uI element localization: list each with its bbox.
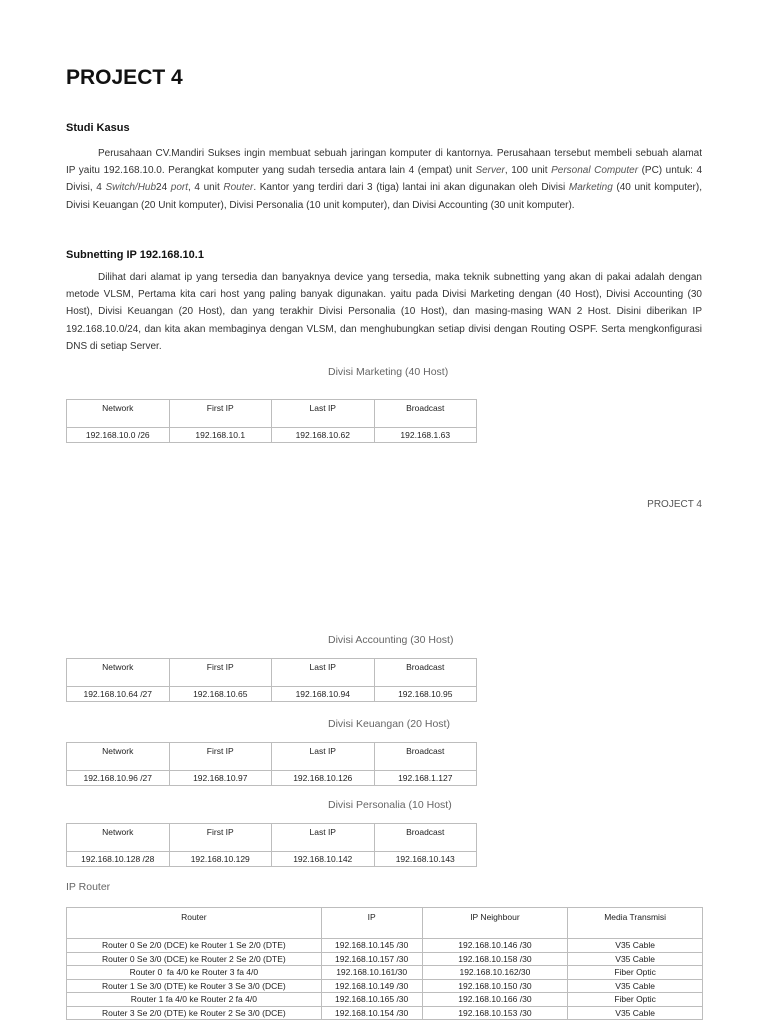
cell-first-ip: 192.168.10.129 <box>169 852 272 867</box>
subnetting-heading: Subnetting IP 192.168.10.1 <box>66 249 204 261</box>
table-row <box>67 966 703 980</box>
header-first-ip: First IP <box>169 743 272 771</box>
header-first-ip: First IP <box>169 400 272 428</box>
header-broadcast: Broadcast <box>374 400 477 428</box>
personalia-caption: Divisi Personalia (10 Host) <box>328 799 452 811</box>
table-row <box>67 1006 703 1020</box>
cell-ip: 192.168.10.145 /30 <box>321 939 422 953</box>
table-row <box>67 979 703 993</box>
cell-router: Router 1 fa 4/0 ke Router 2 fa 4/0 <box>67 993 322 1007</box>
text-run: 24 <box>156 182 171 194</box>
cell-router: Router 1 Se 3/0 (DTE) ke Router 3 Se 3/0 (DCE) <box>67 979 322 993</box>
header-network: Network <box>67 400 170 428</box>
cell-router: Router 0 fa 4/0 ke Router 3 fa 4/0 <box>67 966 322 980</box>
cell-media: V35 Cable <box>568 979 703 993</box>
text-run-italic: Switch/Hub <box>105 182 157 194</box>
cell-network: 192.168.10.0 /26 <box>67 428 170 443</box>
keuangan-table <box>66 742 477 786</box>
cell-ip-neighbour: 192.168.10.153 /30 <box>422 1006 568 1020</box>
cell-router: Router 0 Se 2/0 (DCE) ke Router 1 Se 2/0 (DTE) <box>67 939 322 953</box>
cell-ip-neighbour: 192.168.10.150 /30 <box>422 979 568 993</box>
header-network: Network <box>67 743 170 771</box>
text-run: . Kantor yang terdiri dari 3 (tiga) lantai ini akan digunakan oleh Divisi <box>253 182 569 194</box>
cell-broadcast: 192.168.10.95 <box>374 687 477 702</box>
marketing-table <box>66 399 477 443</box>
cell-media: V35 Cable <box>568 952 703 966</box>
header-last-ip: Last IP <box>272 824 375 852</box>
marketing-caption: Divisi Marketing (40 Host) <box>328 366 449 378</box>
cell-first-ip: 192.168.10.1 <box>169 428 272 443</box>
text-run-italic: Personal Computer <box>551 165 639 177</box>
cell-last-ip: 192.168.10.94 <box>272 687 375 702</box>
header-last-ip: Last IP <box>272 400 375 428</box>
cell-first-ip: 192.168.10.65 <box>169 687 272 702</box>
studi-kasus-heading: Studi Kasus <box>66 122 130 134</box>
header-last-ip: Last IP <box>272 743 375 771</box>
cell-media: Fiber Optic <box>568 993 703 1007</box>
subnetting-paragraph <box>66 269 702 355</box>
cell-ip-neighbour: 192.168.10.166 /30 <box>422 993 568 1007</box>
cell-router: Router 3 Se 2/0 (DTE) ke Router 2 Se 3/0 (DCE) <box>67 1006 322 1020</box>
cell-ip: 192.168.10.149 /30 <box>321 979 422 993</box>
keuangan-caption: Divisi Keuangan (20 Host) <box>328 718 450 730</box>
cell-last-ip: 192.168.10.142 <box>272 852 375 867</box>
accounting-table <box>66 658 477 702</box>
page-footer-label: PROJECT 4 <box>647 499 702 510</box>
cell-network: 192.168.10.64 /27 <box>67 687 170 702</box>
text-run: Perusahaan CV.Mandiri Sukses ingin membuat sebuah jaringan komputer di kantornya. Perusahaan tersebut membeli sebuah alamat IP yaitu 192.168.10.0. Perangkat komputer yang sudah tersedia antara lain 4 (empat) unit <box>66 148 702 177</box>
header-broadcast: Broadcast <box>374 824 477 852</box>
cell-ip-neighbour: 192.168.10.162/30 <box>422 966 568 980</box>
cell-router: Router 0 Se 3/0 (DCE) ke Router 2 Se 2/0 (DTE) <box>67 952 322 966</box>
ip-router-caption: IP Router <box>66 881 111 893</box>
cell-ip-neighbour: 192.168.10.158 /30 <box>422 952 568 966</box>
text-run-italic: port <box>170 182 189 194</box>
header-ip-neighbour: IP Neighbour <box>422 908 568 939</box>
cell-media: V35 Cable <box>568 1006 703 1020</box>
header-broadcast: Broadcast <box>374 743 477 771</box>
header-first-ip: First IP <box>169 659 272 687</box>
header-network: Network <box>67 824 170 852</box>
cell-network: 192.168.10.96 /27 <box>67 771 170 786</box>
header-first-ip: First IP <box>169 824 272 852</box>
cell-broadcast: 192.168.10.143 <box>374 852 477 867</box>
text-run: , 100 unit <box>504 165 552 177</box>
text-run: , 4 unit <box>188 182 224 194</box>
text-run-italic: Server <box>475 165 505 177</box>
personalia-table <box>66 823 477 867</box>
header-media-transmisi: Media Transmisi <box>568 908 703 939</box>
header-router: Router <box>67 908 322 939</box>
page-title: PROJECT 4 <box>66 66 183 89</box>
studi-kasus-paragraph <box>66 145 702 214</box>
cell-ip: 192.168.10.161/30 <box>321 966 422 980</box>
cell-first-ip: 192.168.10.97 <box>169 771 272 786</box>
cell-broadcast: 192.168.1.127 <box>374 771 477 786</box>
text-run: (40 unit komputer), Divisi Keuangan (20 Unit komputer), Divisi Personalia (10 unit komputer), dan Divisi Accounting (30 unit komputer). <box>66 182 702 211</box>
table-row <box>67 993 703 1007</box>
cell-ip: 192.168.10.165 /30 <box>321 993 422 1007</box>
header-ip: IP <box>321 908 422 939</box>
cell-media: V35 Cable <box>568 939 703 953</box>
table-row <box>67 952 703 966</box>
cell-last-ip: 192.168.10.126 <box>272 771 375 786</box>
accounting-caption: Divisi Accounting (30 Host) <box>328 634 454 646</box>
table-row <box>67 939 703 953</box>
text-run: (PC) untuk: 4 Divisi, 4 <box>66 165 703 194</box>
cell-ip: 192.168.10.154 /30 <box>321 1006 422 1020</box>
text-run-italic: Router <box>223 182 254 194</box>
cell-ip-neighbour: 192.168.10.146 /30 <box>422 939 568 953</box>
cell-ip: 192.168.10.157 /30 <box>321 952 422 966</box>
header-broadcast: Broadcast <box>374 659 477 687</box>
text-run: Dilihat dari alamat ip yang tersedia dan banyaknya device yang tersedia, maka teknik subnetting yang akan di pakai adalah dengan metode VLSM, Pertama kita cari host yang paling banyak digunakan. yaitu pada Divisi Marketing dengan (40 Host), Divisi Accounting (30 Host), Divisi Keuangan (20 Host), dan yang terakhir Divisi Personalia (10 Host), dan masing-masing WAN 2 Host. Disini diberikan IP 192.168.10.0/24, dan kita akan membaginya dengan VLSM, dan menghubungkan setiap divisi dengan Routing OSPF. Serta mengkonfigurasi DNS di setiap Server. <box>66 272 702 352</box>
cell-broadcast: 192.168.1.63 <box>374 428 477 443</box>
text-run-italic: Marketing <box>568 182 613 194</box>
cell-media: Fiber Optic <box>568 966 703 980</box>
ip-router-table <box>66 907 703 1020</box>
cell-last-ip: 192.168.10.62 <box>272 428 375 443</box>
cell-network: 192.168.10.128 /28 <box>67 852 170 867</box>
header-network: Network <box>67 659 170 687</box>
header-last-ip: Last IP <box>272 659 375 687</box>
